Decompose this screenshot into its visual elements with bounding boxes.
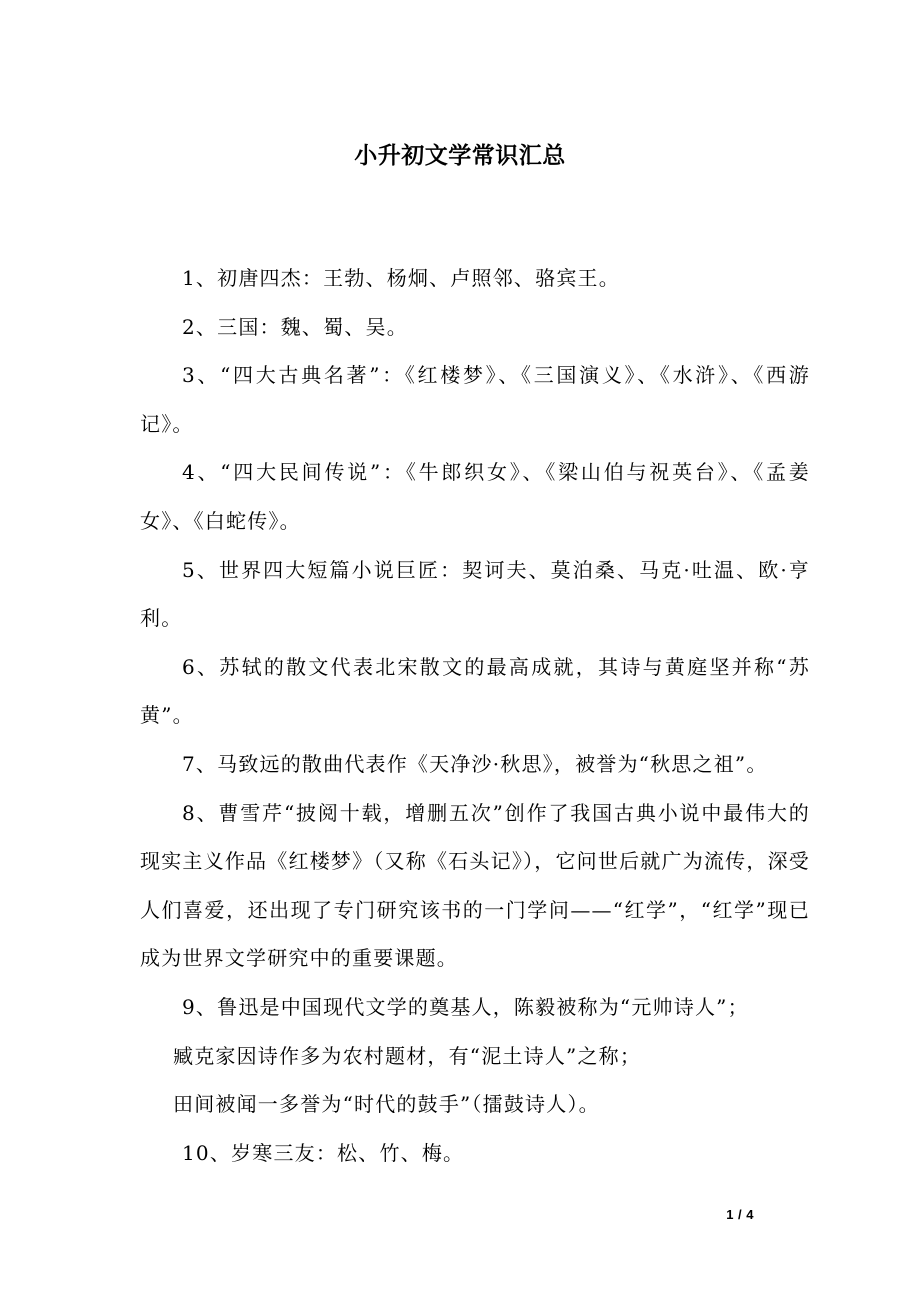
document-title: 小升初文学常识汇总 bbox=[354, 142, 566, 169]
paragraph-1: 1、初唐四杰：王勃、杨炯、卢照邻、骆宾王。 bbox=[182, 266, 620, 290]
paragraph-8: 8、曹雪芹“披阅十载，增删五次”创作了我国古典小说中最伟大的现实主义作品《红楼梦》（又称《石头记》），它问世后就广为流传，深受人们喜爱，还出现了专门研究该书的一门学问——“红学”，“红学”现已成为世界文学研究中的重要课题。 bbox=[140, 800, 810, 971]
paragraph-9-continued-b: 田间被闻一多誉为“时代的鼓手”（擂鼓诗人）。 bbox=[173, 1092, 600, 1117]
paragraph-9-continued-a: 臧克家因诗作多为农村题材，有“泥土诗人”之称； bbox=[173, 1043, 642, 1068]
paragraph-10: 10、岁寒三友：松、竹、梅。 bbox=[182, 1140, 465, 1165]
paragraph-6: 6、苏轼的散文代表北宋散文的最高成就，其诗与黄庭坚并称“苏黄”。 bbox=[140, 654, 810, 728]
document-body bbox=[140, 254, 810, 1177]
paragraph-9: 9、鲁迅是中国现代文学的奠基人，陈毅被称为“元帅诗人”； bbox=[182, 994, 749, 1019]
paragraph-5: 5、世界四大短篇小说巨匠：契诃夫、莫泊桑、马克·吐温、欧·亨利。 bbox=[140, 557, 810, 631]
page-number: 1 / 4 bbox=[726, 1207, 754, 1222]
paragraph-3: 3、“四大古典名著”：《红楼梦》、《三国演义》、《水浒》、《西游记》。 bbox=[140, 363, 810, 436]
paragraph-4: 4、“四大民间传说”：《牛郎织女》、《梁山伯与祝英台》、《孟姜女》、《白蛇传》。 bbox=[140, 460, 810, 533]
paragraph-2: 2、三国：魏、蜀、吴。 bbox=[182, 314, 408, 339]
paragraph-7: 7、马致远的散曲代表作《天净沙·秋思》，被誉为“秋思之祖”。 bbox=[182, 751, 768, 776]
